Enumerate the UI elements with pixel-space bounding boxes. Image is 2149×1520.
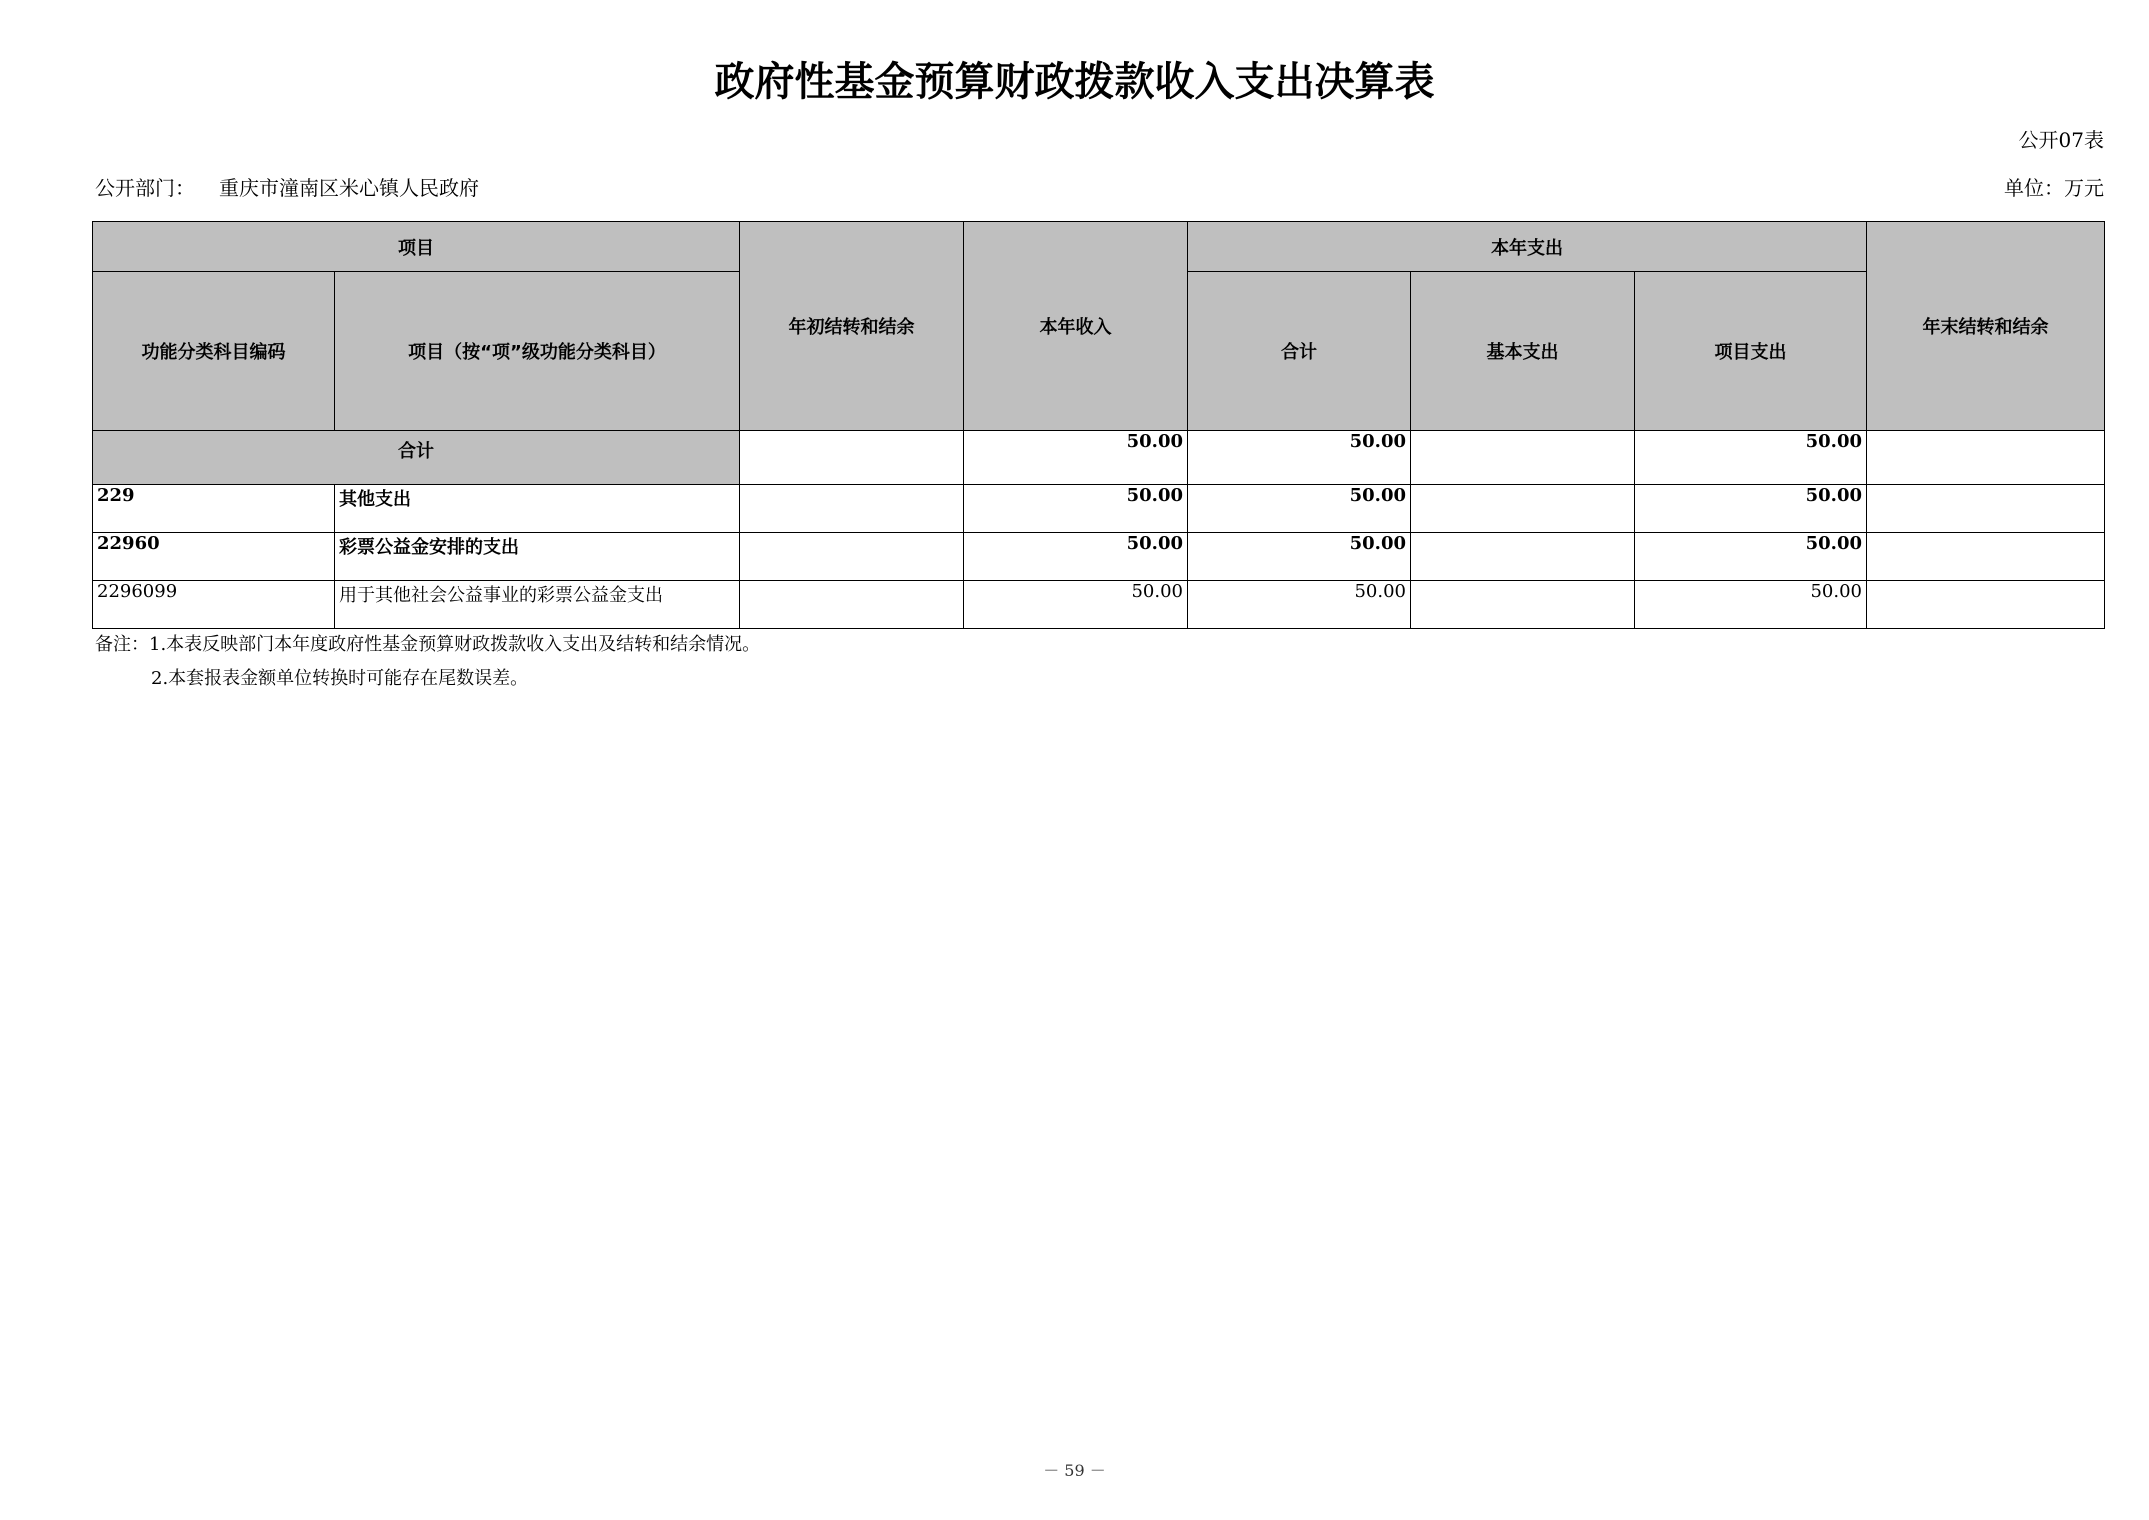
total-expense-basic xyxy=(1411,431,1635,485)
row-end xyxy=(1867,581,2105,629)
row-expense-basic xyxy=(1411,581,1635,629)
total-income: 50.00 xyxy=(964,431,1188,485)
page-title: 政府性基金预算财政拨款收入支出决算表 xyxy=(714,59,1435,105)
header-expense-total: 合计 xyxy=(1188,272,1411,431)
row-name: 用于其他社会公益事业的彩票公益金支出 xyxy=(335,581,740,629)
row-end xyxy=(1867,533,2105,581)
table-row xyxy=(93,581,2105,629)
page-number: － 59 － xyxy=(1043,1461,1106,1480)
row-name: 其他支出 xyxy=(335,485,740,533)
header-item: 项目 xyxy=(93,222,740,272)
row-expense-project: 50.00 xyxy=(1635,533,1867,581)
total-row xyxy=(93,431,2105,485)
table-row xyxy=(93,485,2105,533)
row-begin xyxy=(740,533,964,581)
total-label: 合计 xyxy=(93,431,740,485)
table-row xyxy=(93,533,2105,581)
row-expense-total: 50.00 xyxy=(1188,581,1411,629)
row-income: 50.00 xyxy=(964,581,1188,629)
header-code: 功能分类科目编码 xyxy=(93,272,335,431)
note-1: 备注：1.本表反映部门本年度政府性基金预算财政拨款收入支出及结转和结余情况。 xyxy=(95,634,761,655)
row-code: 22960 xyxy=(93,533,335,581)
department-line xyxy=(95,175,479,201)
row-name: 彩票公益金安排的支出 xyxy=(335,533,740,581)
row-begin xyxy=(740,485,964,533)
total-end xyxy=(1867,431,2105,485)
form-number: 公开07表 xyxy=(2018,128,2104,152)
row-expense-project: 50.00 xyxy=(1635,485,1867,533)
row-expense-total: 50.00 xyxy=(1188,485,1411,533)
department-name: 重庆市潼南区米心镇人民政府 xyxy=(219,176,479,200)
row-expense-total: 50.00 xyxy=(1188,533,1411,581)
total-begin xyxy=(740,431,964,485)
row-income: 50.00 xyxy=(964,485,1188,533)
row-income: 50.00 xyxy=(964,533,1188,581)
department-label: 公开部门： xyxy=(95,176,195,200)
header-expense-project: 项目支出 xyxy=(1635,272,1867,431)
header-name: 项目（按“项”级功能分类科目） xyxy=(335,272,740,431)
row-code: 2296099 xyxy=(93,581,335,629)
row-end xyxy=(1867,485,2105,533)
unit-label: 单位：万元 xyxy=(2004,176,2104,200)
header-expense: 本年支出 xyxy=(1188,222,1867,272)
total-expense-project: 50.00 xyxy=(1635,431,1867,485)
note-2: 2.本套报表金额单位转换时可能存在尾数误差。 xyxy=(151,668,529,689)
header-income: 本年收入 xyxy=(964,222,1188,431)
row-expense-project: 50.00 xyxy=(1635,581,1867,629)
header-begin-balance: 年初结转和结余 xyxy=(740,222,964,431)
total-expense-total: 50.00 xyxy=(1188,431,1411,485)
notes xyxy=(95,628,760,696)
row-expense-basic xyxy=(1411,533,1635,581)
header-expense-basic: 基本支出 xyxy=(1411,272,1635,431)
budget-table xyxy=(92,221,2105,629)
row-expense-basic xyxy=(1411,485,1635,533)
row-begin xyxy=(740,581,964,629)
header-end-balance: 年末结转和结余 xyxy=(1867,222,2105,431)
row-code: 229 xyxy=(93,485,335,533)
